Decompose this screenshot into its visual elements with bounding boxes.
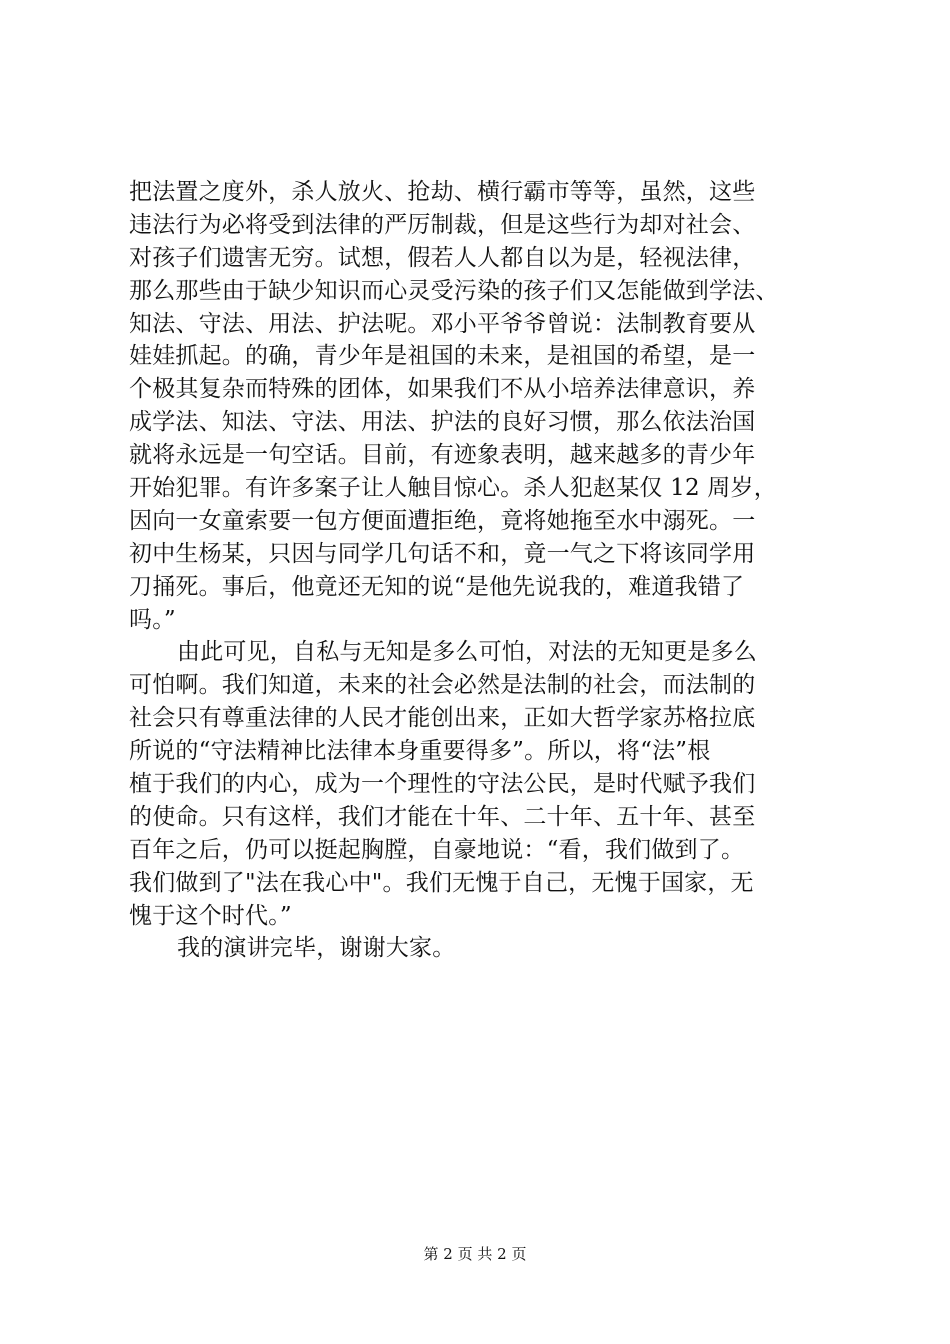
text-line: 那么那些由于缺少知识而心灵受污染的孩子们又怎能做到学法、 <box>129 277 779 304</box>
text-line: 吗。” <box>129 606 176 633</box>
text-line: 初中生杨某，只因与同学几句话不和，竟一气之下将该同学用 <box>129 540 756 567</box>
text-line: 因向一女童索要一包方便面遭拒绝，竟将她拖至水中溺死。一 <box>129 507 756 534</box>
paragraph-start-line: 由此可见，自私与无知是多么可怕，对法的无知更是多么 <box>177 639 757 666</box>
text-line: 可怕啊。我们知道，未来的社会必然是法制的社会，而法制的 <box>129 672 756 699</box>
text-line: 社会只有尊重法律的人民才能创出来，正如大哲学家苏格拉底 <box>129 705 756 732</box>
text-line: 娃娃抓起。的确，青少年是祖国的未来，是祖国的希望，是一 <box>129 343 756 370</box>
text-line: 刀捅死。事后，他竟还无知的说“是他先说我的，难道我错了 <box>129 573 745 600</box>
text-line: 把法置之度外，杀人放火、抢劫、横行霸市等等，虽然，这些 <box>129 179 756 205</box>
text-line: 开始犯罪。有许多案子让人触目惊心。杀人犯赵某仅 12 周岁， <box>129 475 777 502</box>
text-line: 就将永远是一句空话。目前，有迹象表明，越来越多的青少年 <box>129 442 756 469</box>
text-line: 百年之后，仍可以挺起胸膛，自豪地说：“看，我们做到了。 <box>129 836 745 863</box>
page-footer <box>0 1243 950 1265</box>
text-line: 愧于这个时代。” <box>129 902 292 929</box>
text-line: 的使命。只有这样，我们才能在十年、二十年、五十年、甚至 <box>129 803 756 830</box>
text-line: 植于我们的内心，成为一个理性的守法公民，是时代赋予我们 <box>129 771 756 798</box>
text-line: 对孩子们遗害无穷。试想，假若人人都自以为是，轻视法律， <box>129 244 756 271</box>
text-line: 所说的“守法精神比法律本身重要得多”。所以，将“法”根 <box>129 738 711 765</box>
page-number-label: 第 2 页 共 2 页 <box>423 1245 527 1263</box>
paragraph-start-line: 我的演讲完毕，谢谢大家。 <box>177 935 456 962</box>
text-line: 知法、守法、用法、护法呢。邓小平爷爷曾说：法制教育要从 <box>129 310 756 337</box>
text-line: 我们做到了"法在我心中"。我们无愧于自己，无愧于国家，无 <box>129 869 754 896</box>
text-line: 个极其复杂而特殊的团体，如果我们不从小培养法律意识，养 <box>129 376 756 403</box>
text-line: 成学法、知法、守法、用法、护法的良好习惯，那么依法治国 <box>129 409 756 436</box>
document-body <box>129 176 849 965</box>
text-line: 违法行为必将受到法律的严厉制裁，但是这些行为却对社会、 <box>129 211 756 238</box>
